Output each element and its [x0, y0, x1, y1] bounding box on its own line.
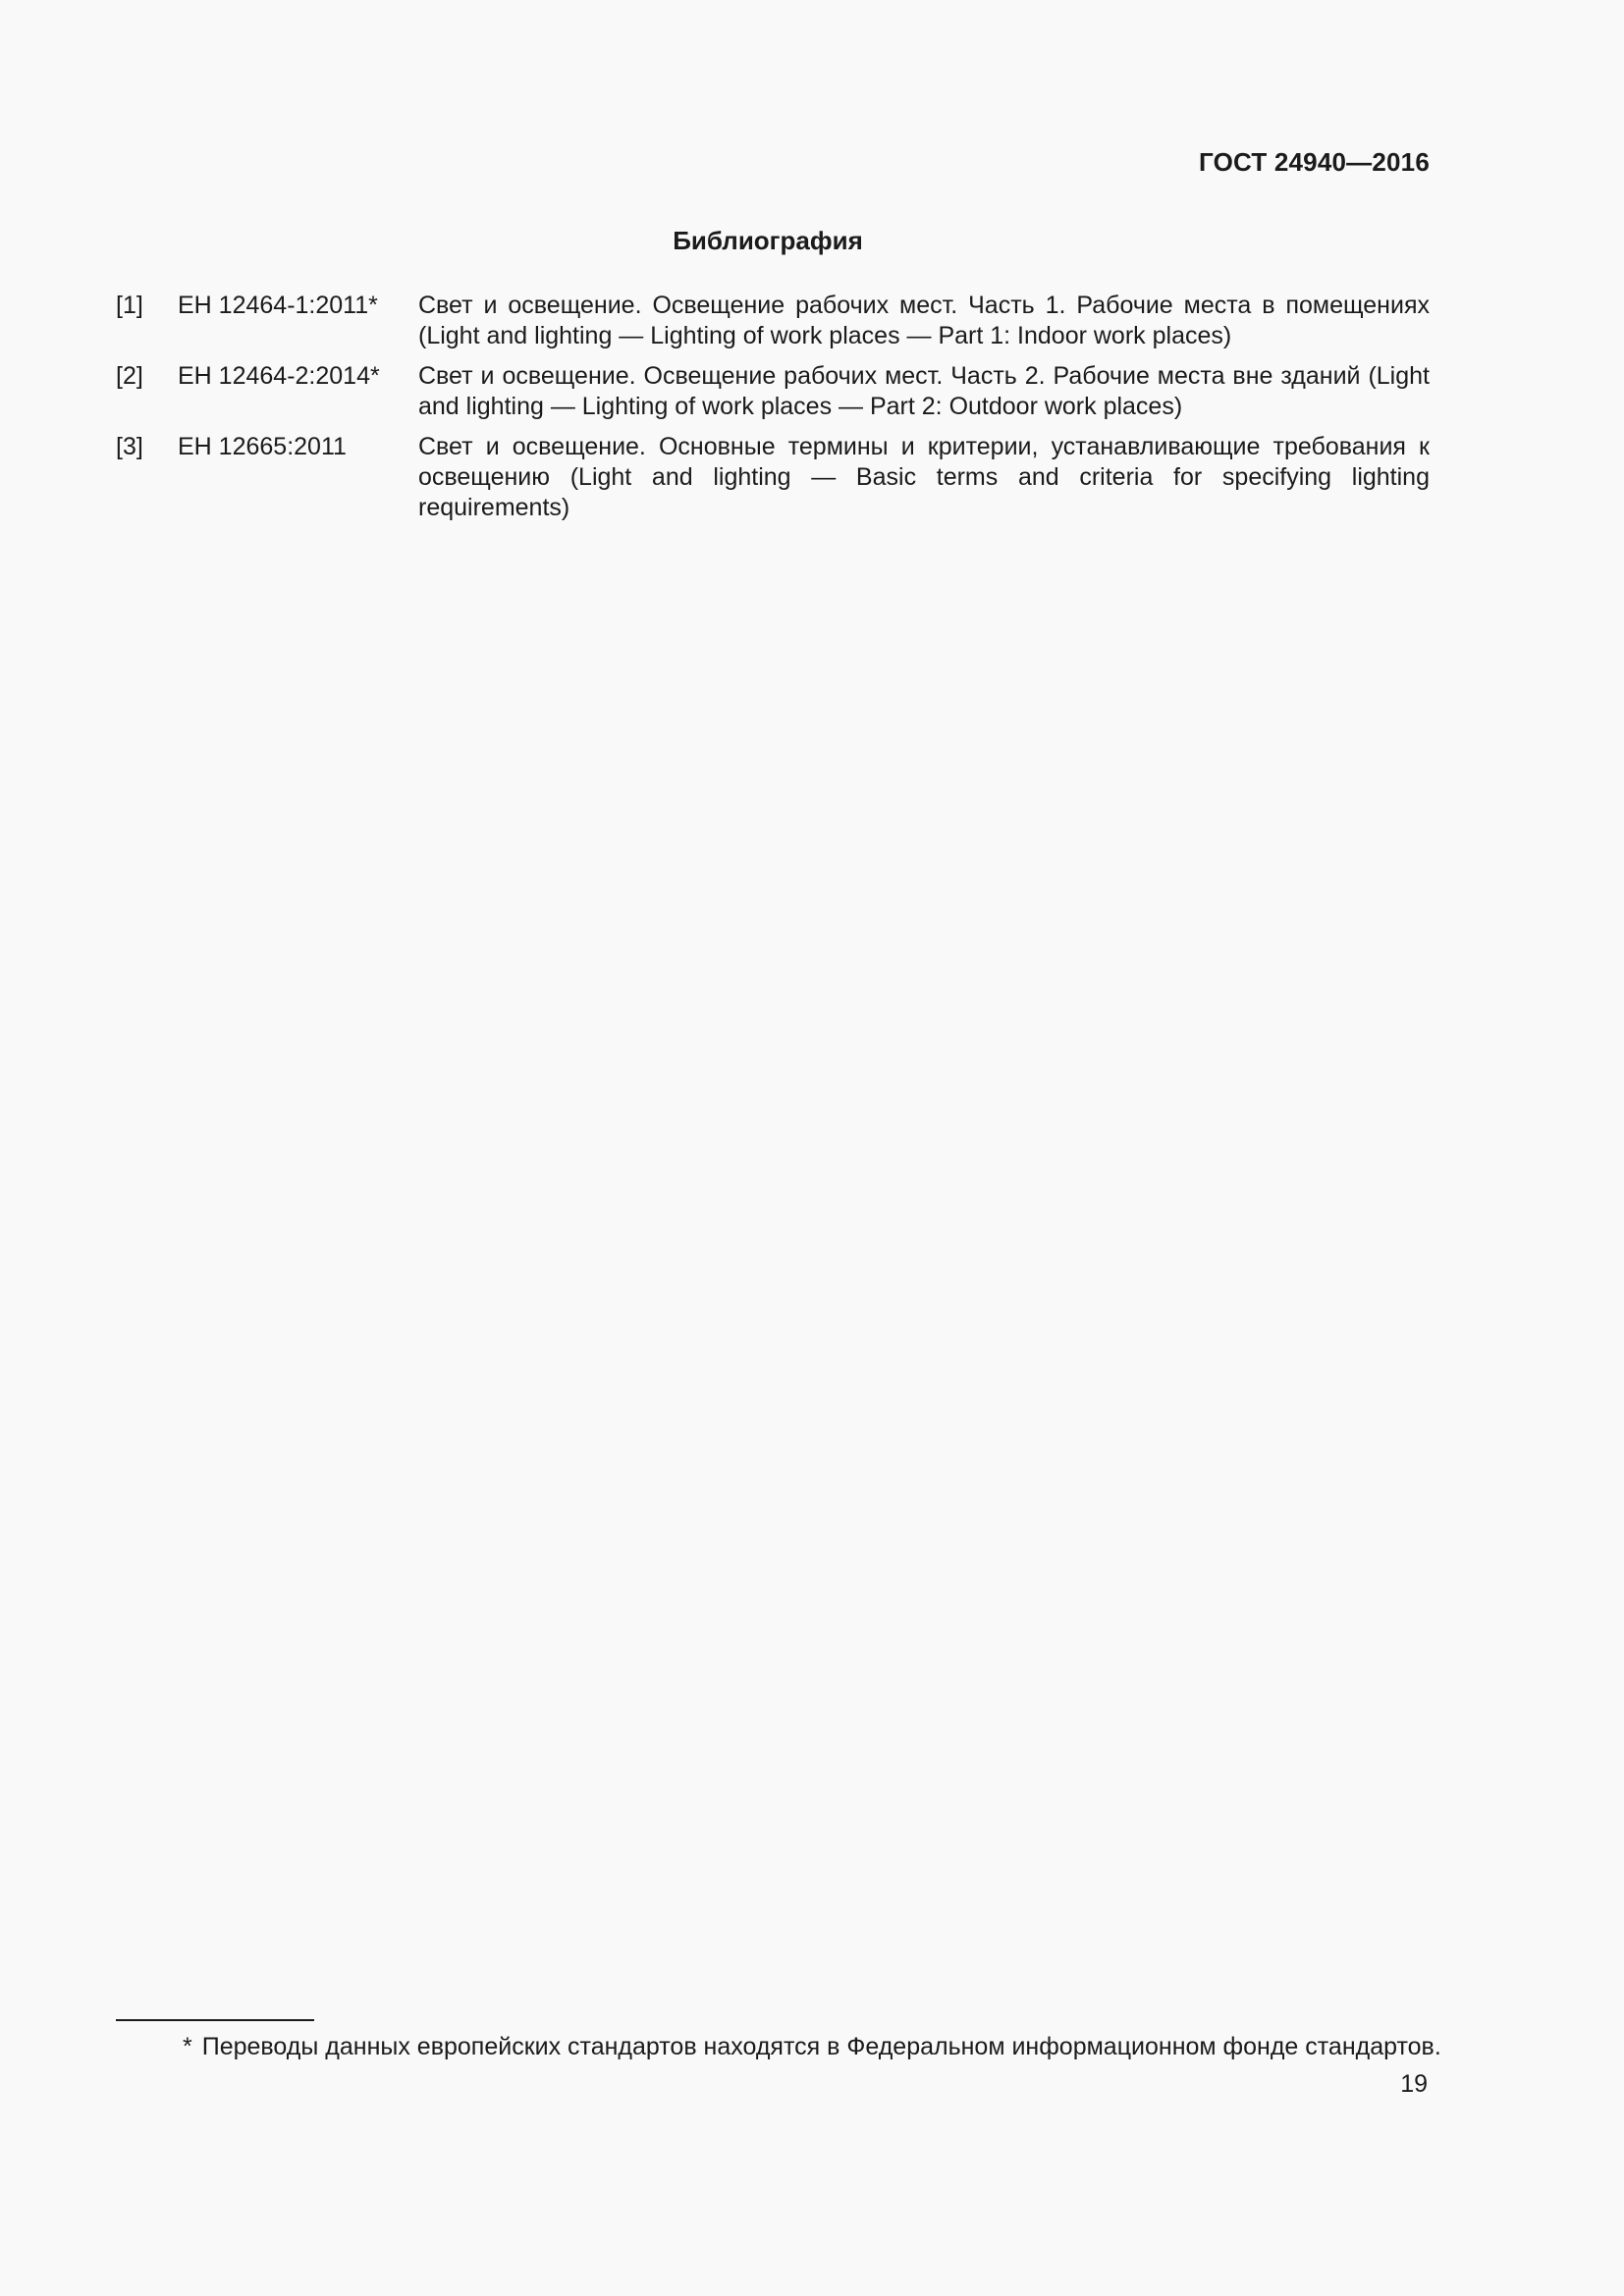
footnote-mark: * — [183, 2033, 192, 2060]
bibliography-entry — [116, 291, 1430, 351]
entry-description: Свет и освещение. Освещение рабочих мест. Часть 2. Рабочие места вне зданий (Light and lighting — Lighting of work places — Part 2: Outdoor work places) — [418, 362, 1430, 420]
entry-description: Свет и освещение. Освещение рабочих мест. Часть 1. Рабочие места в помещениях (Light and lighting — Lighting of work places — Part 1: Indoor work places) — [418, 292, 1430, 349]
entry-number: [1] — [116, 292, 143, 319]
footnote-divider — [116, 2019, 314, 2021]
entry-standard-code: ЕН 12665:2011 — [178, 433, 347, 460]
entry-standard-code: ЕН 12464-1:2011* — [178, 292, 378, 319]
bibliography-entry — [116, 361, 1430, 422]
section-title: Библиография — [673, 226, 863, 255]
page-number: 19 — [1400, 2070, 1428, 2098]
bibliography-list — [116, 291, 1430, 533]
footnote — [183, 2032, 1441, 2062]
entry-description: Свет и освещение. Основные термины и критерии, устанавливающие требования к освещению (Light and lighting — Basic terms and criteria for specifying lighting requirements) — [418, 433, 1430, 521]
bibliography-entry — [116, 432, 1430, 523]
standard-code-header: ГОСТ 24940—2016 — [1199, 147, 1430, 177]
footnote-text: Переводы данных европейских стандартов находятся в Федеральном информационном фонде стандартов. — [201, 2033, 1441, 2060]
entry-number: [3] — [116, 433, 143, 460]
entry-number: [2] — [116, 362, 143, 390]
entry-standard-code: ЕН 12464-2:2014* — [178, 362, 380, 390]
